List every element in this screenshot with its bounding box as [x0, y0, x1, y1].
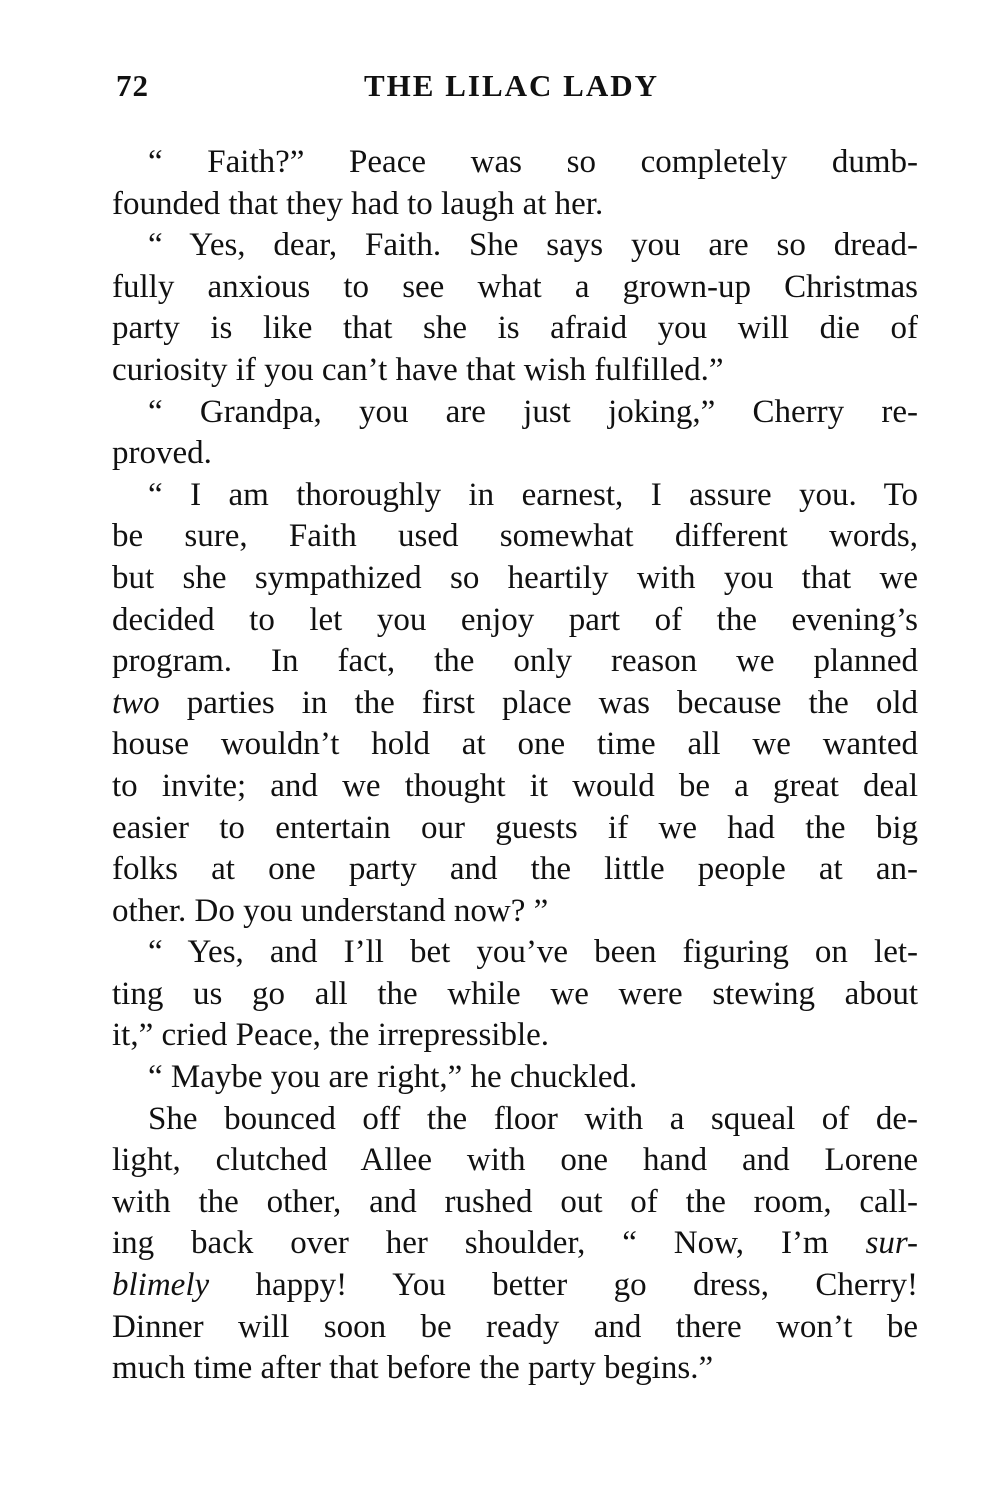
text-line: fully anxious to see what a grown-up Christmas [112, 268, 918, 305]
text-line: “ Faith?” Peace was so completely dumb- [148, 144, 918, 180]
text-line: founded that they had to laugh at her. [112, 185, 604, 222]
text-line: “ I am thoroughly in earnest, I assure you. To [148, 476, 918, 513]
text-line: Dinner will soon be ready and there won’t be [112, 1308, 918, 1345]
running-head [116, 68, 916, 108]
text-line: light, clutched Allee with one hand and Lorene [112, 1142, 918, 1179]
body-text [112, 142, 918, 1390]
text-line: blimely happy! You better go dress, Cherry! [112, 1267, 918, 1304]
text-line: decided to let you enjoy part of the evening’s [112, 601, 918, 638]
text-line: folks at one party and the little people at an- [112, 851, 918, 888]
text-line: She bounced off the floor with a squeal of de- [148, 1100, 918, 1137]
text-line: curiosity if you can’t have that wish fulfilled.” [112, 351, 724, 388]
text-line: ting us go all the while we were stewing about [112, 975, 918, 1012]
text-line: much time after that before the party begins.” [112, 1350, 714, 1387]
text-line: “ Yes, and I’ll bet you’ve been figuring on let- [148, 934, 918, 971]
text-line: easier to entertain our guests if we had the big [112, 809, 918, 846]
text-line: house wouldn’t hold at one time all we wanted [112, 726, 918, 763]
text-line: other. Do you understand now? ” [112, 892, 549, 929]
text-line: party is like that she is afraid you will die of [112, 310, 918, 347]
text-line: two parties in the first place was because the old [112, 684, 918, 721]
text-line: proved. [112, 435, 212, 472]
running-title: THE LILAC LADY [364, 68, 659, 103]
page-number: 72 [116, 68, 149, 103]
text-line: but she sympathized so heartily with you that we [112, 559, 918, 596]
text-line: “ Maybe you are right,” he chuckled. [148, 1059, 638, 1096]
text-line: to invite; and we thought it would be a great deal [112, 767, 918, 804]
text-line: with the other, and rushed out of the room, call- [112, 1183, 918, 1220]
text-line: “ Grandpa, you are just joking,” Cherry re- [148, 393, 918, 430]
text-line: it,” cried Peace, the irrepressible. [112, 1017, 550, 1054]
text-line: ing back over her shoulder, “ Now, I’m sur- [112, 1225, 918, 1262]
text-line: “ Yes, dear, Faith. She says you are so dread- [148, 227, 918, 264]
text-line: program. In fact, the only reason we planned [112, 643, 918, 680]
text-line: be sure, Faith used somewhat different words, [112, 518, 918, 555]
